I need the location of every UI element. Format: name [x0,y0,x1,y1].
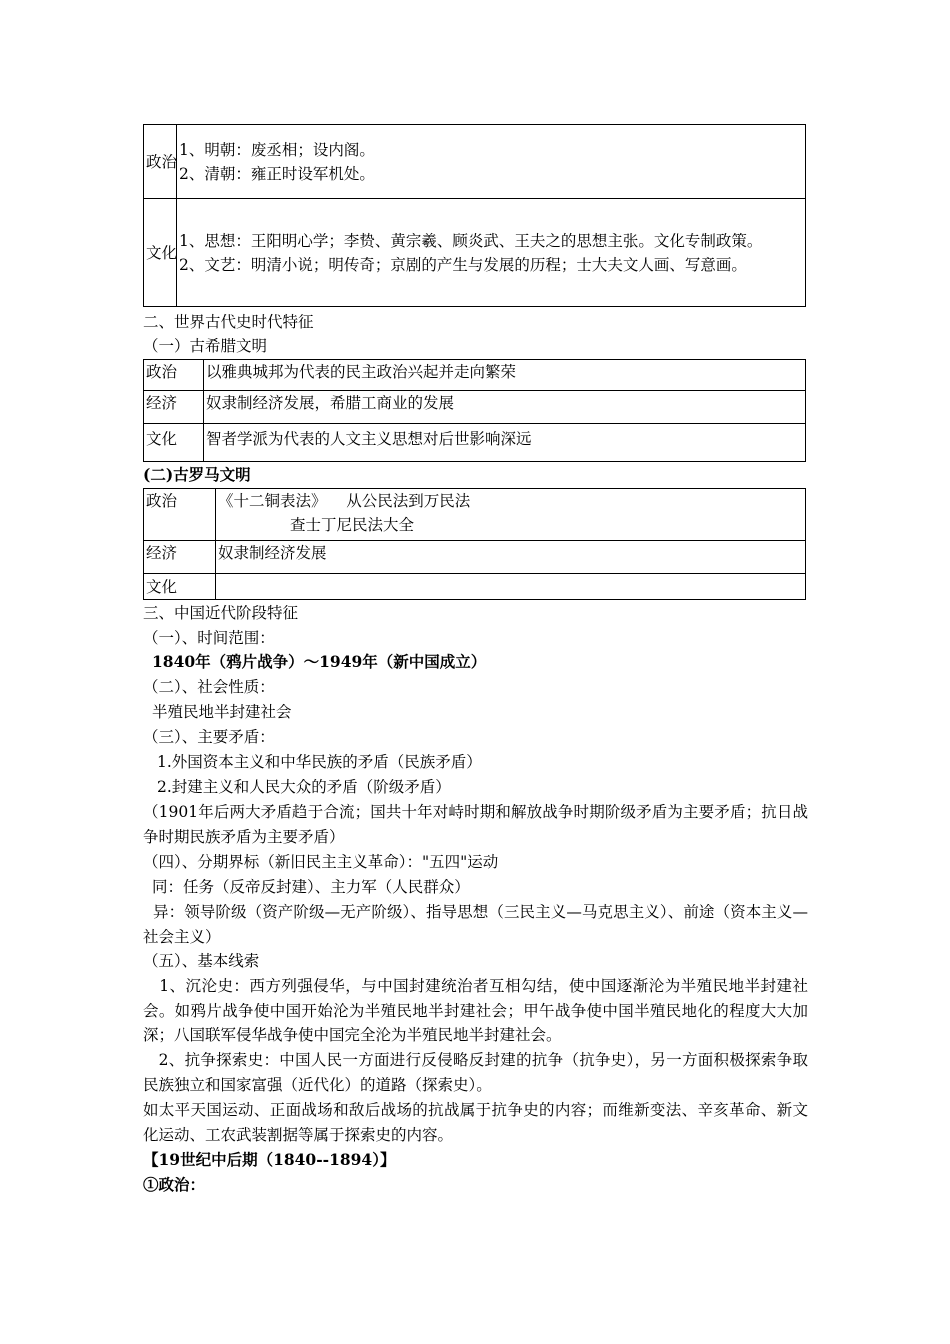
table-row [144,199,806,307]
subsection-heading: （二）、社会性质： [143,678,275,696]
clue-content: 2、抗争探索史：中国人民一方面进行反侵略反封建的抗争（抗争史），另一方面积极探索争取民族独立和国家富强（近代化）的道路（探索史）。 [143,1051,808,1094]
content-line: 查士丁尼民法大全 [290,516,415,534]
row-label: 政治 [144,360,204,391]
section-heading: 二、世界古代史时代特征 [143,313,314,331]
time-range: 1840年（鸦片战争）～1949年（新中国成立） [152,652,487,671]
table-row [144,125,806,199]
subsection-heading: （五）、基本线索 [143,952,260,970]
item-heading: ①政治： [143,1175,206,1194]
row-label: 政治 [144,125,177,199]
table-row [144,424,806,462]
row-content: 奴隶制经济发展，希腊工商业的发展 [204,391,806,424]
greece-table [143,359,806,462]
clue-paragraph [143,974,808,1048]
subsection-heading: （四）、分期界标（新旧民主主义革命）："五四"运动 [143,853,499,871]
table-row [144,391,806,424]
row-content: 以雅典城邦为代表的民主政治兴起并走向繁荣 [204,360,806,391]
row-label: 文化 [144,424,204,462]
subsection-heading: （一）古希腊文明 [143,337,268,355]
difference-text [143,900,808,949]
row-label: 经济 [144,391,204,424]
row-content [216,574,806,600]
row-content: 智者学派为代表的人文主义思想对后世影响深远 [204,424,806,462]
section-heading: 三、中国近代阶段特征 [143,604,299,622]
row-content: 奴隶制经济发展 [216,541,806,574]
row-label: 文化 [144,574,216,600]
table-row [144,489,806,541]
content-line: 2、文艺：明清小说；明传奇；京剧的产生与发展的历程；士大夫文人画、写意画。 [179,255,747,274]
row-content [177,199,806,307]
list-item: 2.封建主义和人民大众的矛盾（阶级矛盾） [157,778,451,796]
row-label: 文化 [144,199,177,307]
table-row [144,360,806,391]
content-line: 1、明朝：废丞相；设内阁。 [179,140,375,159]
social-nature: 半殖民地半封建社会 [152,703,292,721]
table-row [144,541,806,574]
similarity-text: 同：任务（反帝反封建）、主力军（人民群众） [152,878,470,896]
row-content [177,125,806,199]
row-label: 经济 [144,541,216,574]
row-label: 政治 [144,489,216,541]
contradiction-note: （1901年后两大矛盾趋于合流；国共十年对峙时期和解放战争时期阶级矛盾为主要矛盾；抗日战争时期民族矛盾为主要矛盾） [143,803,808,846]
subsection-heading: （一）、时间范围： [143,629,275,647]
clue-paragraph [143,1048,808,1097]
list-item: 1.外国资本主义和中华民族的矛盾（民族矛盾） [157,753,482,771]
rome-table [143,488,806,600]
ming-qing-table [143,124,806,307]
content-line: 《十二铜表法》 从公民法到万民法 [218,492,471,510]
clue-content: 1、沉沦史：西方列强侵华，与中国封建统治者互相勾结，使中国逐渐沦为半殖民地半封建社会。如鸦片战争使中国开始沦为半殖民地半封建社会；甲午战争使中国半殖民地化的程度大大加深；八国联军侵华战争使中国完全沦为半殖民地半封建社会。 [143,977,808,1044]
content-line: 2、清朝：雍正时设军机处。 [179,164,375,183]
difference-content: 异：领导阶级（资产阶级—无产阶级）、指导思想（三民主义—马克思主义）、前途（资本主义—社会主义） [143,903,808,946]
subsection-heading: (二)古罗马文明 [143,465,251,484]
row-content [216,489,806,541]
subsection-heading: （三）、主要矛盾： [143,728,275,746]
content-line: 1、思想：王阳明心学；李贽、黄宗羲、顾炎武、王夫之的思想主张。文化专制政策。 [179,231,763,250]
clue-example: 如太平天国运动、正面战场和敌后战场的抗战属于抗争史的内容；而维新变法、辛亥革命、新文化运动、工农武装割据等属于探索史的内容。 [143,1101,808,1144]
table-row [144,574,806,600]
period-heading: 【19世纪中后期（1840--1894）】 [143,1150,396,1169]
